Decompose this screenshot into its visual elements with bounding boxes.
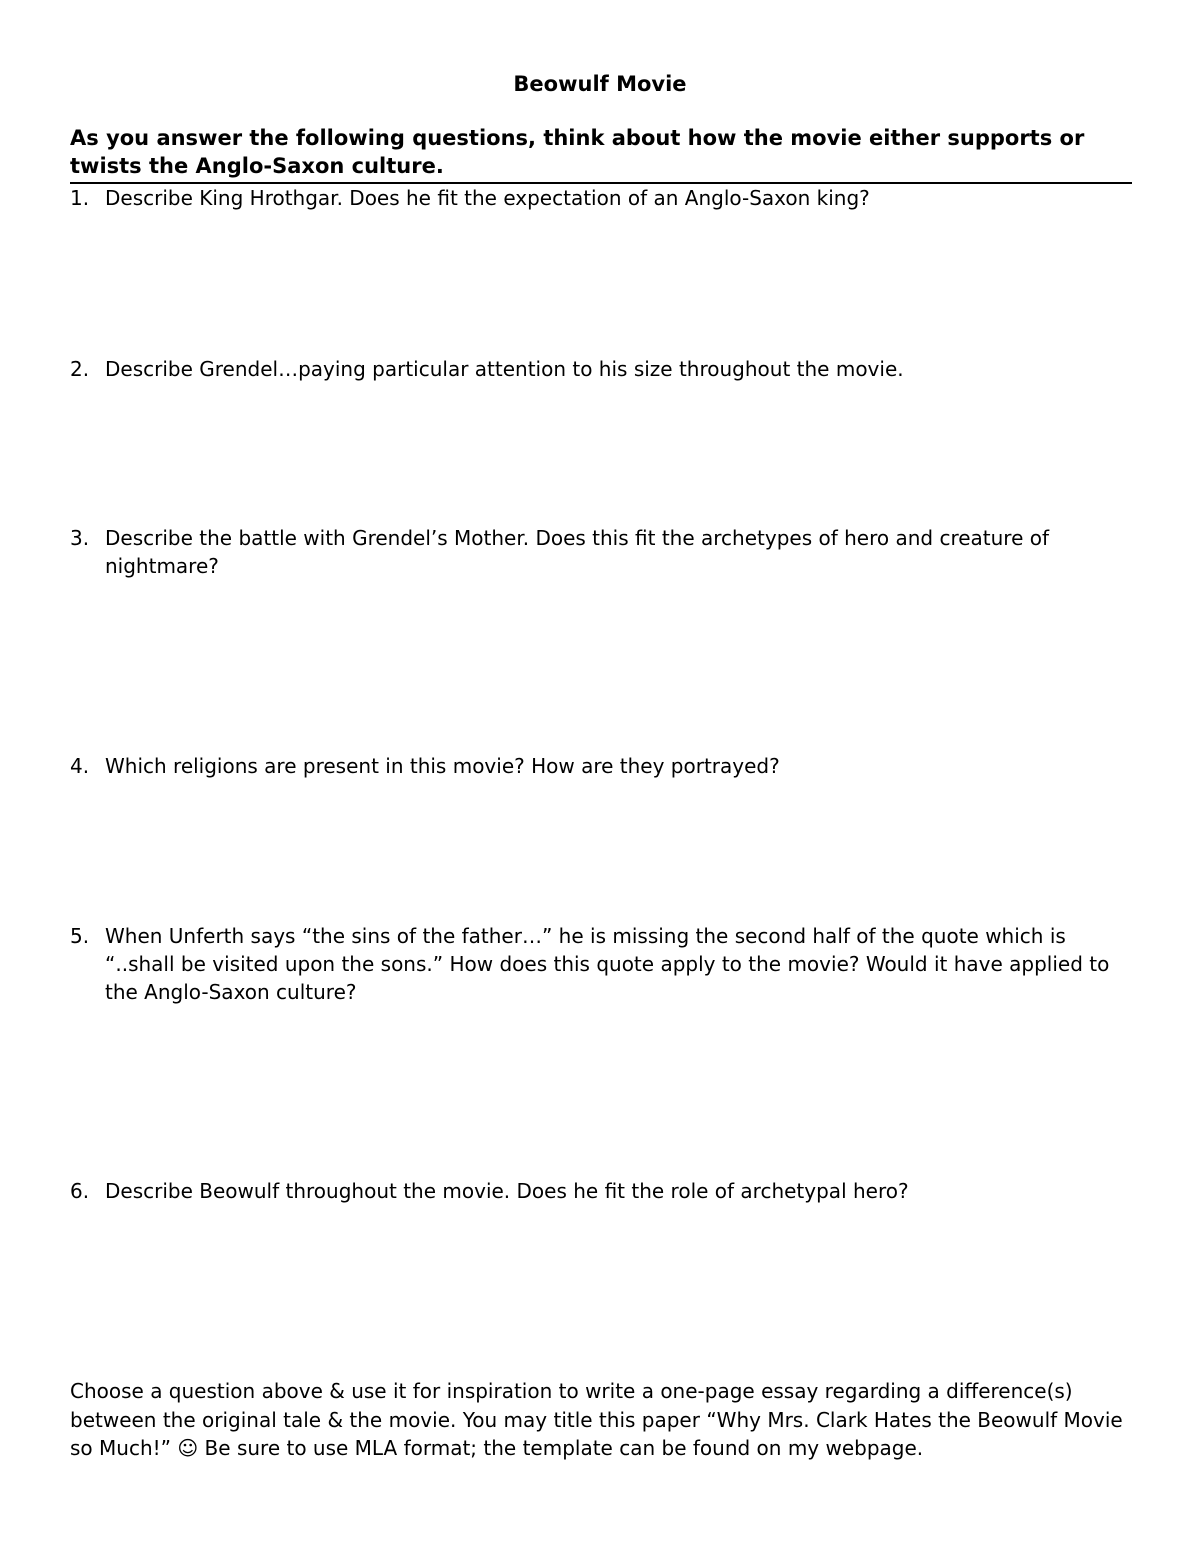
- question-number: 1.: [70, 186, 90, 210]
- page-title: Beowulf Movie: [513, 72, 687, 96]
- question-5: [70, 922, 1132, 1006]
- question-4: [70, 752, 1132, 780]
- question-1: [70, 184, 1132, 212]
- question-text: Describe King Hrothgar. Does he fit the expectation of an Anglo-Saxon king?: [105, 186, 870, 210]
- question-number: 2.: [70, 357, 90, 381]
- question-text: Describe the battle with Grendel’s Mother. Does this fit the archetypes of hero and creature of nightmare?: [105, 526, 1050, 578]
- question-number: 4.: [70, 754, 90, 778]
- instructions: As you answer the following questions, think about how the movie either supports or twists the Anglo-Saxon culture.: [70, 124, 1132, 184]
- question-text: When Unferth says “the sins of the father…” he is missing the second half of the quote which is “..shall be visited upon the sons.” How does this quote apply to the movie? Would it have applied to the Anglo-Saxon culture?: [105, 924, 1110, 1004]
- question-number: 3.: [70, 526, 90, 550]
- question-2: [70, 355, 1132, 383]
- question-6: [70, 1177, 1132, 1205]
- question-text: Describe Beowulf throughout the movie. Does he fit the role of archetypal hero?: [105, 1179, 909, 1203]
- question-number: 5.: [70, 924, 90, 948]
- question-text: Which religions are present in this movie? How are they portrayed?: [105, 754, 780, 778]
- question-number: 6.: [70, 1179, 90, 1203]
- question-text: Describe Grendel…paying particular attention to his size throughout the movie.: [105, 357, 904, 381]
- question-3: [70, 524, 1132, 580]
- essay-assignment: Choose a question above & use it for inspiration to write a one-page essay regarding a difference(s) between the original tale & the movie. You may title this paper “Why Mrs. Clark Hates the Beowulf Movie so Much!” ☺ Be sure to use MLA format; the template can be found on my webpage.: [70, 1379, 1123, 1460]
